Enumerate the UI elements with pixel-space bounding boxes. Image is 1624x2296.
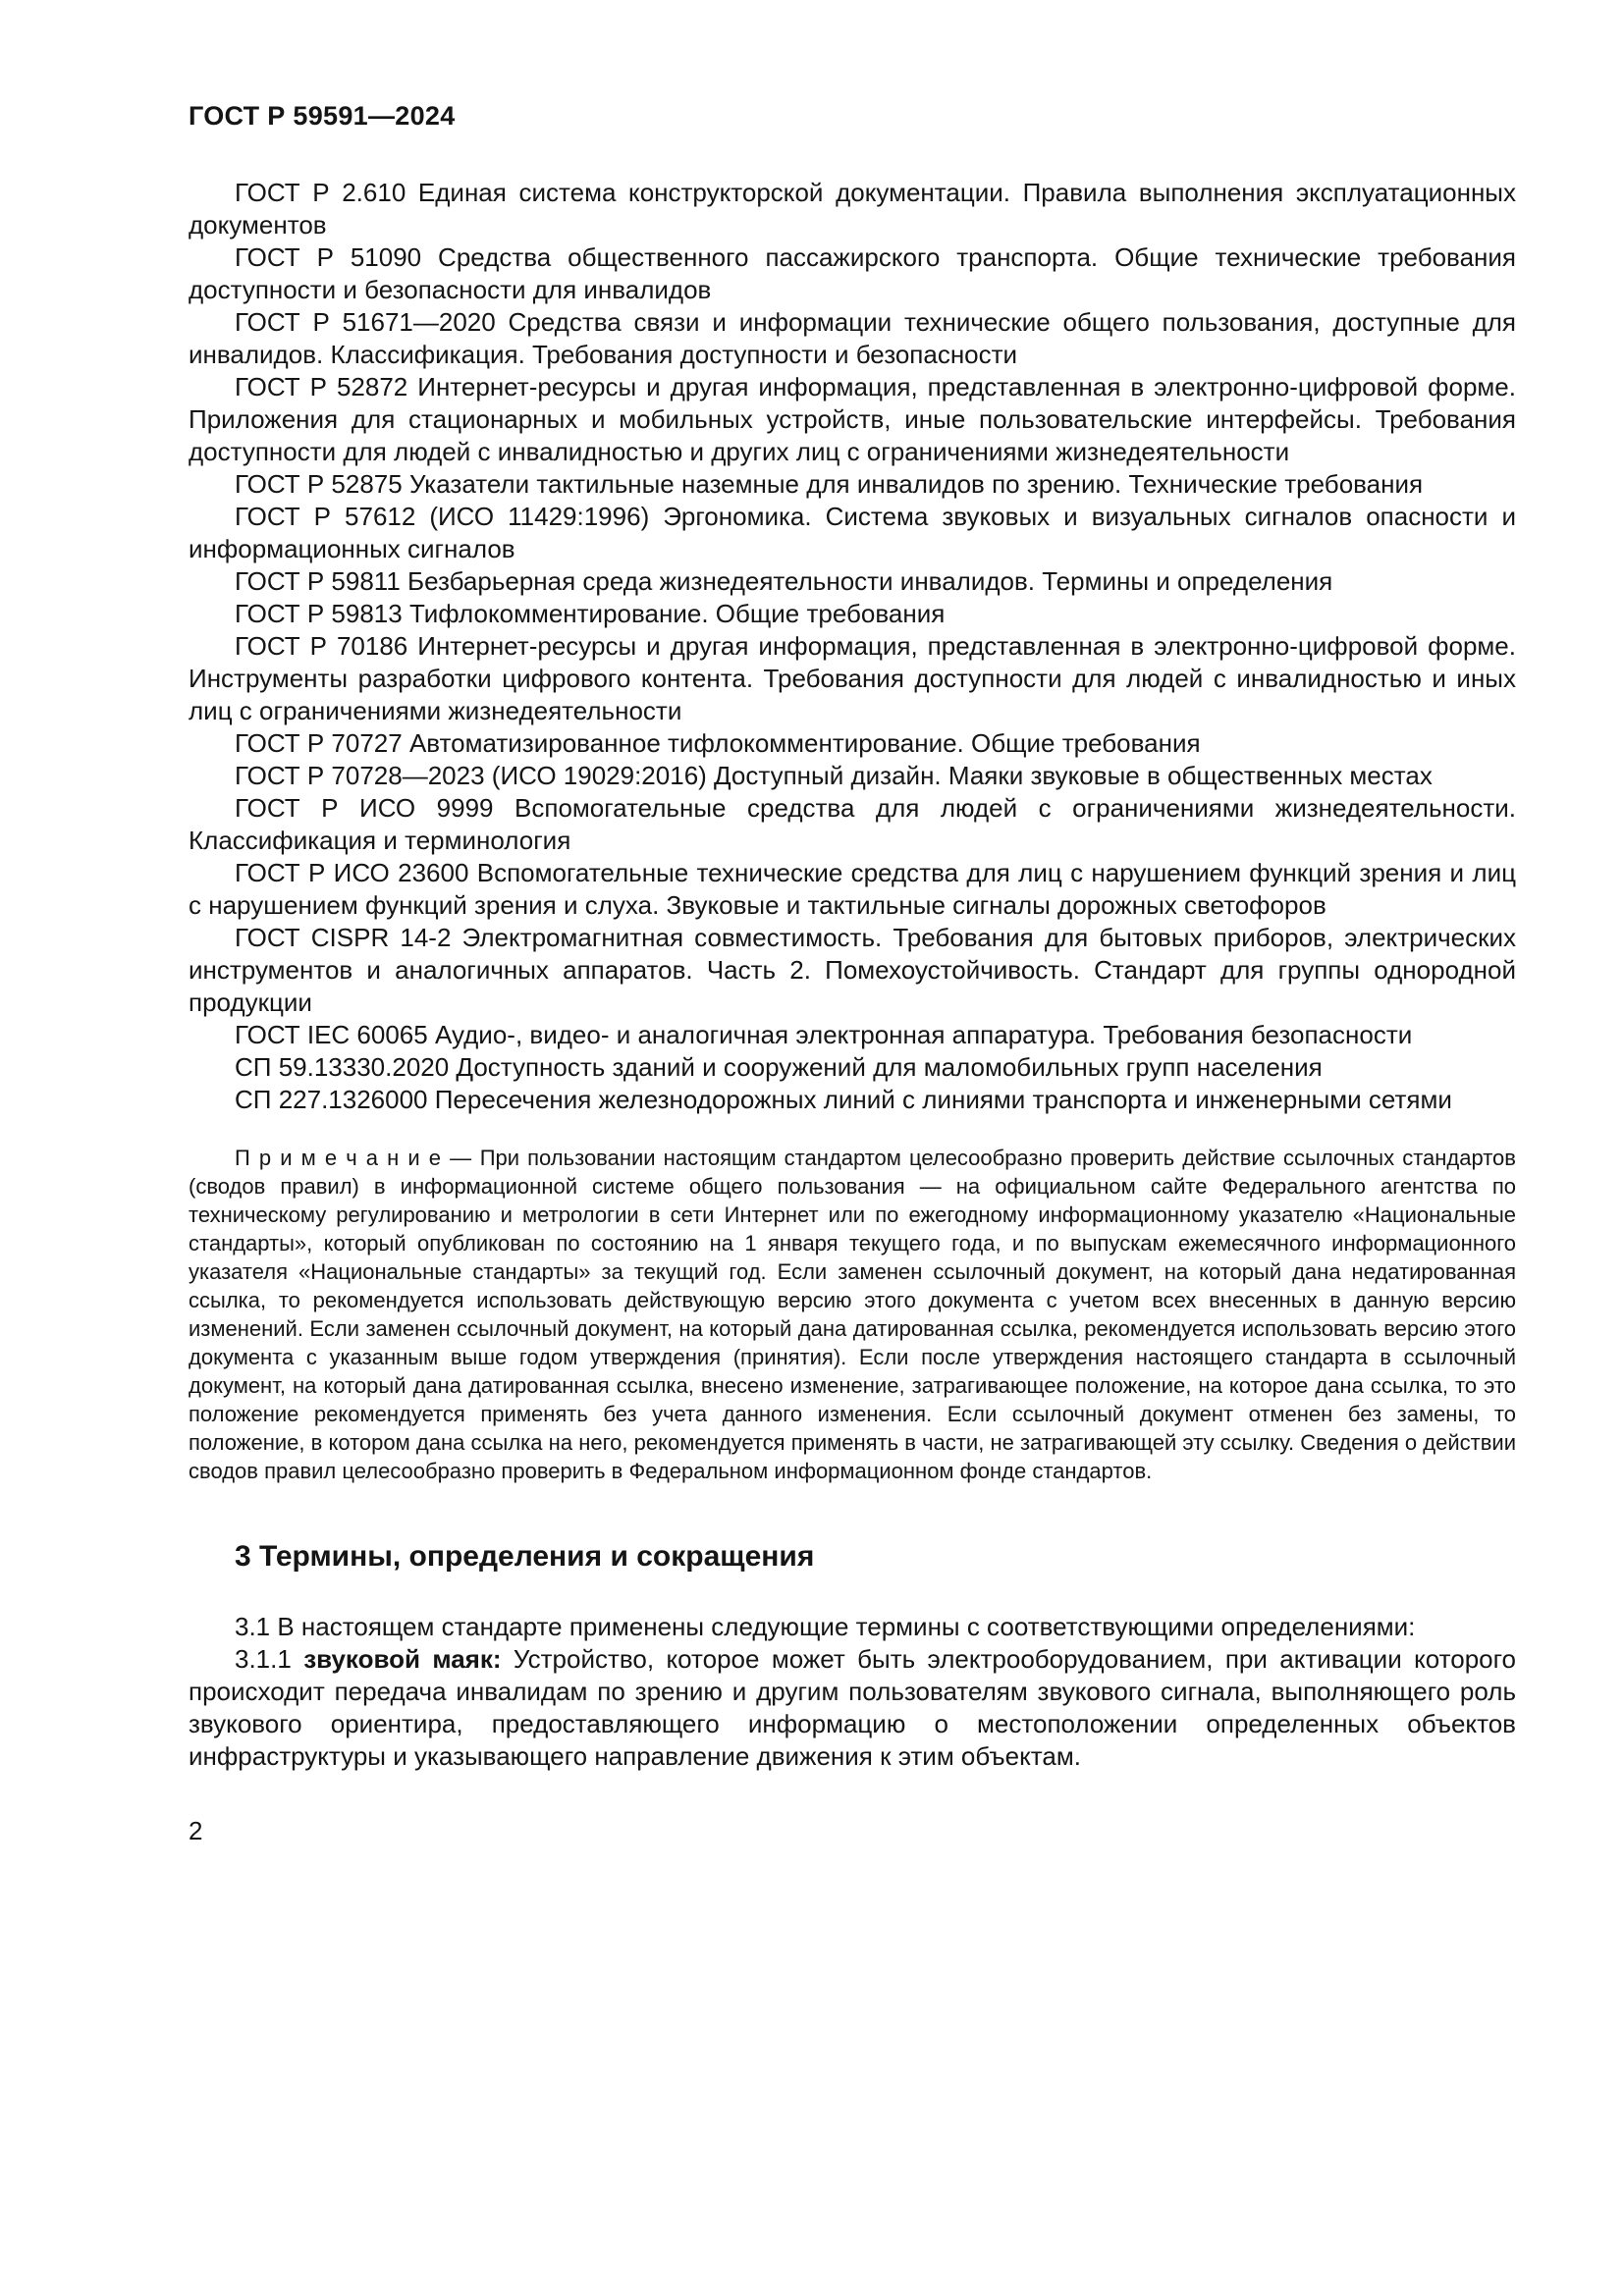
reference-item: ГОСТ Р 57612 (ИСО 11429:1996) Эргономика. Система звуковых и визуальных сигналов опасности и информационных сигналов [189, 502, 1516, 563]
note-paragraph [189, 1144, 1516, 1485]
reference-item: ГОСТ CISPR 14-2 Электромагнитная совместимость. Требования для бытовых приборов, электрических инструментов и аналогичных аппаратов. Часть 2. Помехоустойчивость. Стандарт для группы однородной продукции [189, 923, 1516, 1017]
reference-item: ГОСТ Р 59811 Безбарьерная среда жизнедеятельности инвалидов. Термины и определения [235, 566, 1333, 596]
clause-3-1: 3.1 В настоящем стандарте применены следующие термины с соответствующими определениями: [235, 1612, 1416, 1641]
reference-item: СП 59.13330.2020 Доступность зданий и сооружений для маломобильных групп населения [235, 1052, 1323, 1082]
reference-item: ГОСТ Р 51671—2020 Средства связи и информации технические общего пользования, доступные для инвалидов. Классификация. Требования доступности и безопасности [189, 307, 1516, 369]
reference-item: ГОСТ Р ИСО 9999 Вспомогательные средства для людей с ограничениями жизнедеятельности. Классификация и терминология [189, 793, 1516, 855]
reference-item: ГОСТ Р 52872 Интернет-ресурсы и другая информация, представленная в электронно-цифровой форме. Приложения для стационарных и мобильных устройств, иные пользовательские интерфейсы. Требования доступности для людей с инвалидностью и других лиц с ограничениями жизнедеятельности [189, 372, 1516, 466]
term-name: звуковой маяк: [303, 1644, 502, 1674]
reference-item: ГОСТ IEC 60065 Аудио-, видео- и аналогичная электронная аппаратура. Требования безопасности [235, 1020, 1413, 1049]
term-number: 3.1.1 [235, 1644, 292, 1674]
note-text: При пользовании настоящим стандартом целесообразно проверить действие ссылочных стандартов (сводов правил) в информационной системе общего пользования — на официальном сайте Федерального агентства по техническому регулированию и метрологии в сети Интернет или по ежегодному информационному указателю «Национальные стандарты», который опубликован по состоянию на 1 января текущего года, и по выпускам ежемесячного информационного указателя «Национальные стандарты» за текущий год. Если заменен ссылочный документ, на который дана недатированная ссылка, то рекомендуется использовать действующую версию этого документа с учетом всех внесенных в данную версию изменений. Если заменен ссылочный документ, на который дана датированная ссылка, рекомендуется использовать версию этого документа с указанным выше годом утверждения (принятия). Если после утверждения настоящего стандарта в ссылочный документ, на который дана датированная ссылка, внесено изменение, затрагивающее положение, на которое дана ссылка, то это положение рекомендуется применять без учета данного изменения. Если ссылочный документ отменен без замены, то положение, в котором дана ссылка на него, рекомендуется применять в части, не затрагивающей эту ссылку. Сведения о действии сводов правил целесообразно проверить в Федеральном информационном фонде стандартов. [189, 1146, 1516, 1483]
reference-item: ГОСТ Р 70728—2023 (ИСО 19029:2016) Доступный дизайн. Маяки звуковые в общественных местах [235, 761, 1433, 790]
references-list [189, 177, 1516, 1116]
reference-item: СП 227.1326000 Пересечения железнодорожных линий с линиями транспорта и инженерными сетями [235, 1085, 1452, 1114]
reference-item: ГОСТ Р 51090 Средства общественного пассажирского транспорта. Общие технические требования доступности и безопасности для инвалидов [189, 242, 1516, 304]
reference-item: ГОСТ Р 70186 Интернет-ресурсы и другая информация, представленная в электронно-цифровой форме. Инструменты разработки цифрового контента. Требования доступности для людей с инвалидностью и иных лиц с ограничениями жизнедеятельности [189, 631, 1516, 725]
reference-item: ГОСТ Р 52875 Указатели тактильные наземные для инвалидов по зрению. Технические требования [235, 469, 1424, 499]
document-code-header: ГОСТ Р 59591—2024 [189, 101, 456, 131]
page-number: 2 [189, 1816, 203, 1845]
reference-item: ГОСТ Р 59813 Тифлокомментирование. Общие требования [235, 599, 946, 628]
reference-item: ГОСТ Р 2.610 Единая система конструкторской документации. Правила выполнения эксплуатационных документов [189, 178, 1516, 240]
section-heading: 3 Термины, определения и сокращения [235, 1540, 815, 1573]
term-definition: Устройство, которое может быть электрооборудованием, при активации которого происходит передача инвалидам по зрению и другим пользователям звукового сигнала, выполняющего роль звукового ориентира, предоставляющего информацию о местоположении определенных объектов инфраструктуры и указывающего направление движения к этим объектам. [189, 1644, 1516, 1771]
reference-item: ГОСТ Р 70727 Автоматизированное тифлокомментирование. Общие требования [235, 728, 1201, 758]
note-label: П р и м е ч а н и е — [235, 1146, 472, 1170]
clause-3-1-1 [189, 1643, 1516, 1773]
reference-item: ГОСТ Р ИСО 23600 Вспомогательные технические средства для лиц с нарушением функций зрения и лиц с нарушением функций зрения и слуха. Звуковые и тактильные сигналы дорожных светофоров [189, 858, 1516, 920]
